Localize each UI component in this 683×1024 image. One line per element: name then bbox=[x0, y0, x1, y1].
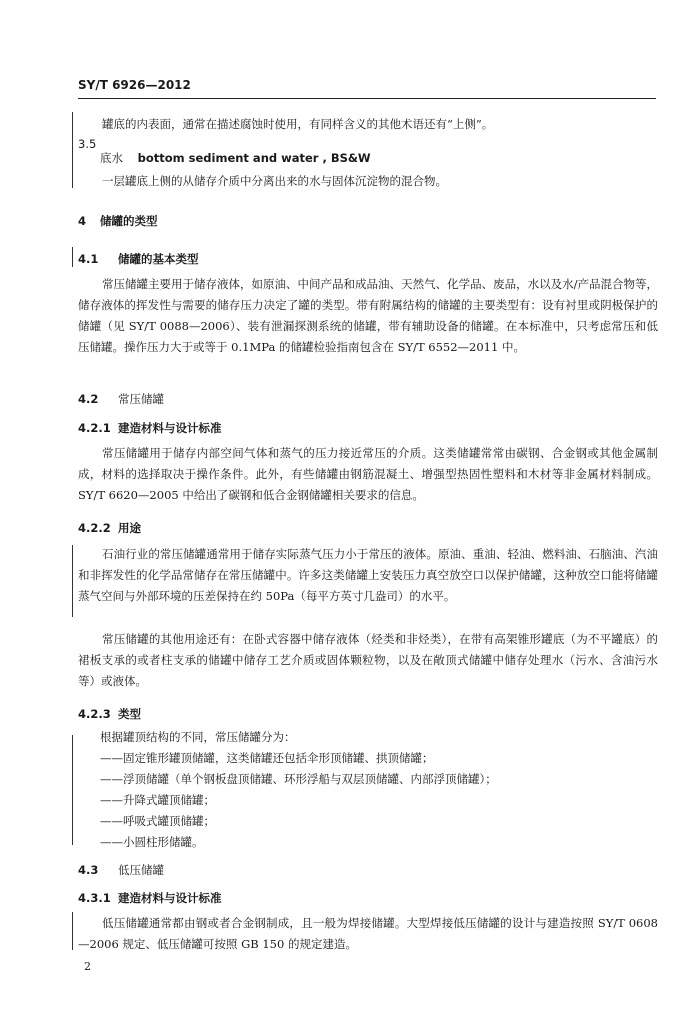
revision-bar bbox=[72, 912, 73, 950]
list-intro: 根据罐顶结构的不同，常压储罐分为： bbox=[100, 730, 296, 744]
section-heading-4-1: 4.1 储罐的基本类型 bbox=[78, 252, 199, 266]
standard-code-header: SY/T 6926—2012 bbox=[78, 78, 191, 92]
paragraph-4-2-2-b: 常压储罐的其他用途还有：在卧式容器中储存液体（烃类和非烃类），在带有高架锥形罐底（为不平罐底）的裙板支承的或者柱支承的储罐中储存工艺介质或固体颗粒物，以及在敞顶式储罐中储存处理水（污水、含油污水等）或液体。 bbox=[78, 632, 658, 688]
paragraph-4-2-2-a: 石油行业的常压储罐通常用于储存实际蒸气压力小于常压的液体。原油、重油、轻油、燃料油、石脑油、汽油和非挥发性的化学品常储存在常压储罐中。许多这类储罐上安装压力真空放空口以保护储罐，这种放空口能将储罐蒸气空间与外部环境的压差保持在约 50Pa（每平方英寸几盎司）的水平。 bbox=[78, 547, 658, 603]
paragraph-4-3-1: 低压储罐通常都由钢或者合金钢制成，且一般为焊接储罐。大型焊接低压储罐的设计与建造按照 SY/T 0608—2006 规定、低压储罐可按照 GB 150 的规定建造。 bbox=[78, 916, 658, 951]
list-item: ——浮顶储罐（单个钢板盘顶储罐、环形浮船与双层顶储罐、内部浮顶储罐）； bbox=[100, 772, 497, 786]
section-heading-4-2-3: 4.2.3 类型 bbox=[78, 707, 141, 721]
list-item: ——固定锥形罐顶储罐，这类储罐还包括伞形顶储罐、拱顶储罐； bbox=[100, 751, 434, 765]
revision-bar bbox=[72, 112, 73, 188]
list-item: ——升降式罐顶储罐； bbox=[100, 793, 215, 807]
revision-bar bbox=[72, 545, 73, 617]
list-item: ——小圆柱形储罐。 bbox=[100, 835, 204, 849]
section-heading-4-2: 4.2 常压储罐 bbox=[78, 392, 164, 406]
paragraph-term-note: 罐底的内表面，通常在描述腐蚀时使用，有同样含义的其他术语还有“上侧”。 bbox=[102, 117, 494, 131]
revision-bar bbox=[72, 735, 73, 845]
clause-number-3-5: 3.5 bbox=[78, 137, 97, 151]
page-number: 2 bbox=[84, 960, 91, 973]
section-heading-4-3: 4.3 低压储罐 bbox=[78, 863, 164, 877]
term-definition-line bbox=[100, 148, 371, 169]
list-item: ——呼吸式罐顶储罐； bbox=[100, 814, 215, 828]
section-heading-4-2-1: 4.2.1 建造材料与设计标准 bbox=[78, 421, 222, 435]
term-english: bottom sediment and water , BS&W bbox=[137, 151, 371, 165]
term-chinese: 底水 bbox=[100, 151, 123, 165]
term-definition-text: 一层罐底上侧的从储存介质中分离出来的水与固体沉淀物的混合物。 bbox=[102, 174, 447, 188]
section-heading-4-2-2: 4.2.2 用途 bbox=[78, 521, 141, 535]
section-heading-4: 4 储罐的类型 bbox=[78, 214, 158, 228]
revision-bar bbox=[72, 247, 73, 267]
paragraph-4-1: 常压储罐主要用于储存液体，如原油、中间产品和成品油、天然气、化学品、废品，水以及水/产品混合物等，储存液体的挥发性与需要的储存压力决定了罐的类型。带有附属结构的储罐的主要类型有：设有衬里或阴极保护的储罐（见 SY/T 0088—2006）、装有泄漏探测系统的储罐，带有辅助设备的储罐。在本标准中，只考虑常压和低压储罐。操作压力大于或等于 0.1MPa 的储罐检验指南包含在 SY/T 6552—2011 中。 bbox=[78, 277, 658, 354]
paragraph-4-2-1: 常压储罐用于储存内部空间气体和蒸气的压力接近常压的介质。这类储罐常常由碳钢、合金钢或其他金属制成，材料的选择取决于操作条件。此外，有些储罐由钢筋混凝土、增强型热固性塑料和木材等非金属材料制成。SY/T 6620—2005 中给出了碳钢和低合金钢储罐相关要求的信息。 bbox=[78, 446, 658, 502]
section-heading-4-3-1: 4.3.1 建造材料与设计标准 bbox=[78, 891, 222, 905]
header-rule bbox=[78, 98, 656, 99]
